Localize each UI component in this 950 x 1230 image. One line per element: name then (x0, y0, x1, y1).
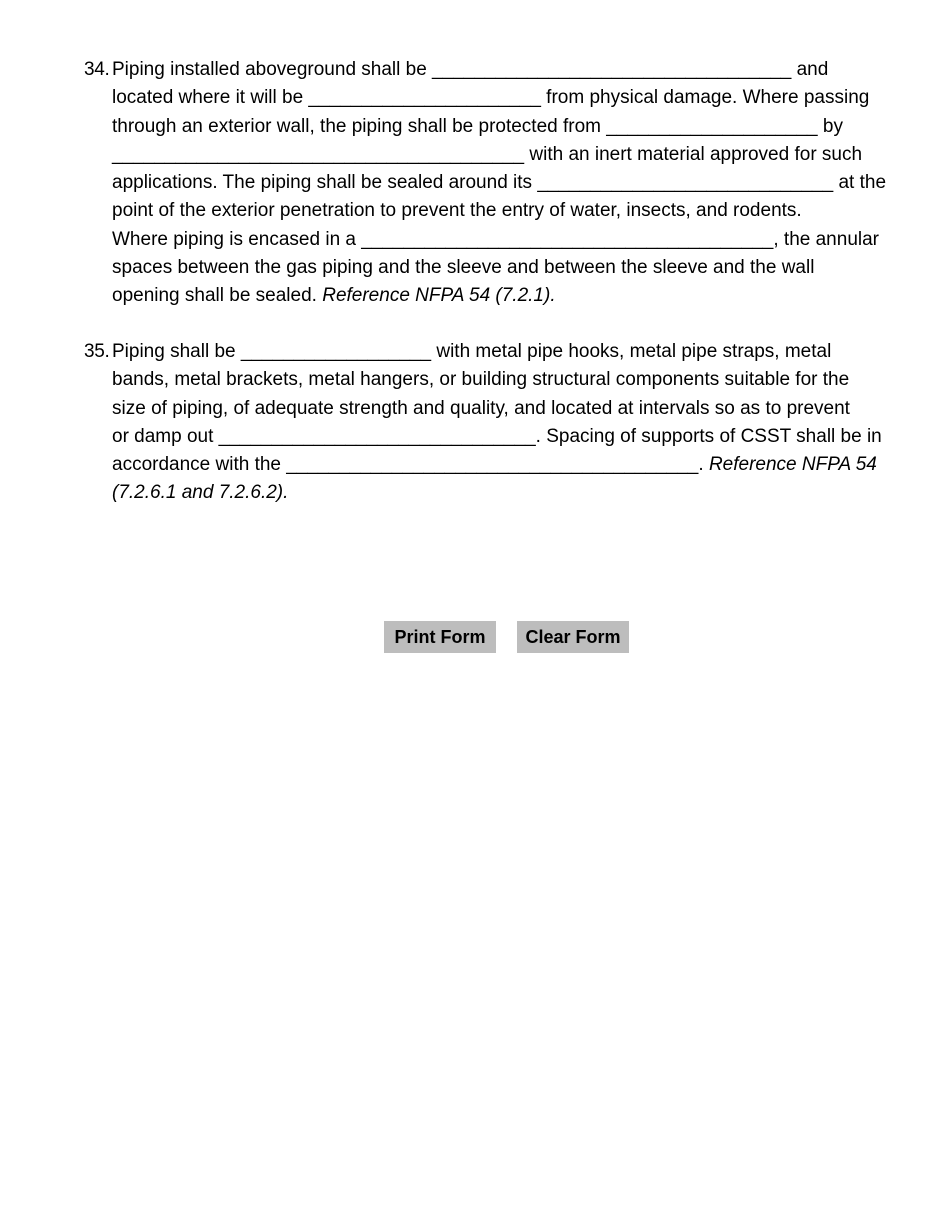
question-number: 35. (84, 341, 110, 362)
question-34 (84, 56, 904, 311)
question-line: applications. The piping shall be sealed around its ____________________________ at the (112, 172, 887, 194)
question-text: accordance with the _______________________________________. (112, 454, 709, 476)
question-line: located where it will be ______________________ from physical damage. Where passing (112, 87, 870, 109)
print-form-button[interactable]: Print Form (384, 621, 496, 653)
question-line: bands, metal brackets, metal hangers, or building structural components suitable for the (112, 369, 850, 391)
question-line: Piping shall be __________________ with metal pipe hooks, metal pipe straps, metal (112, 341, 832, 362)
reference-text-continued: (7.2.6.1 and 7.2.6.2). (112, 482, 289, 504)
question-line: spaces between the gas piping and the sleeve and between the sleeve and the wall (112, 257, 815, 279)
question-line: Where piping is encased in a _______________________________________, the annular (112, 228, 879, 250)
question-text: opening shall be sealed. (112, 285, 323, 307)
question-line: Piping installed aboveground shall be __________________________________ and (112, 59, 829, 80)
question-line: point of the exterior penetration to prevent the entry of water, insects, and rodents. (112, 200, 802, 222)
question-line: size of piping, of adequate strength and quality, and located at intervals so as to prevent (112, 397, 850, 419)
clear-form-button[interactable]: Clear Form (517, 621, 629, 653)
question-line: or damp out ______________________________. Spacing of supports of CSST shall be in (112, 425, 882, 447)
question-line: through an exterior wall, the piping shall be protected from ____________________ by (112, 115, 843, 137)
question-line (112, 451, 904, 479)
question-number: 34. (84, 59, 110, 80)
question-line: _______________________________________ with an inert material approved for such (112, 143, 863, 165)
question-35 (84, 338, 904, 508)
question-line-last (112, 282, 904, 310)
reference-text: Reference NFPA 54 (708, 454, 877, 476)
reference-text: Reference NFPA 54 (7.2.1). (322, 285, 556, 307)
